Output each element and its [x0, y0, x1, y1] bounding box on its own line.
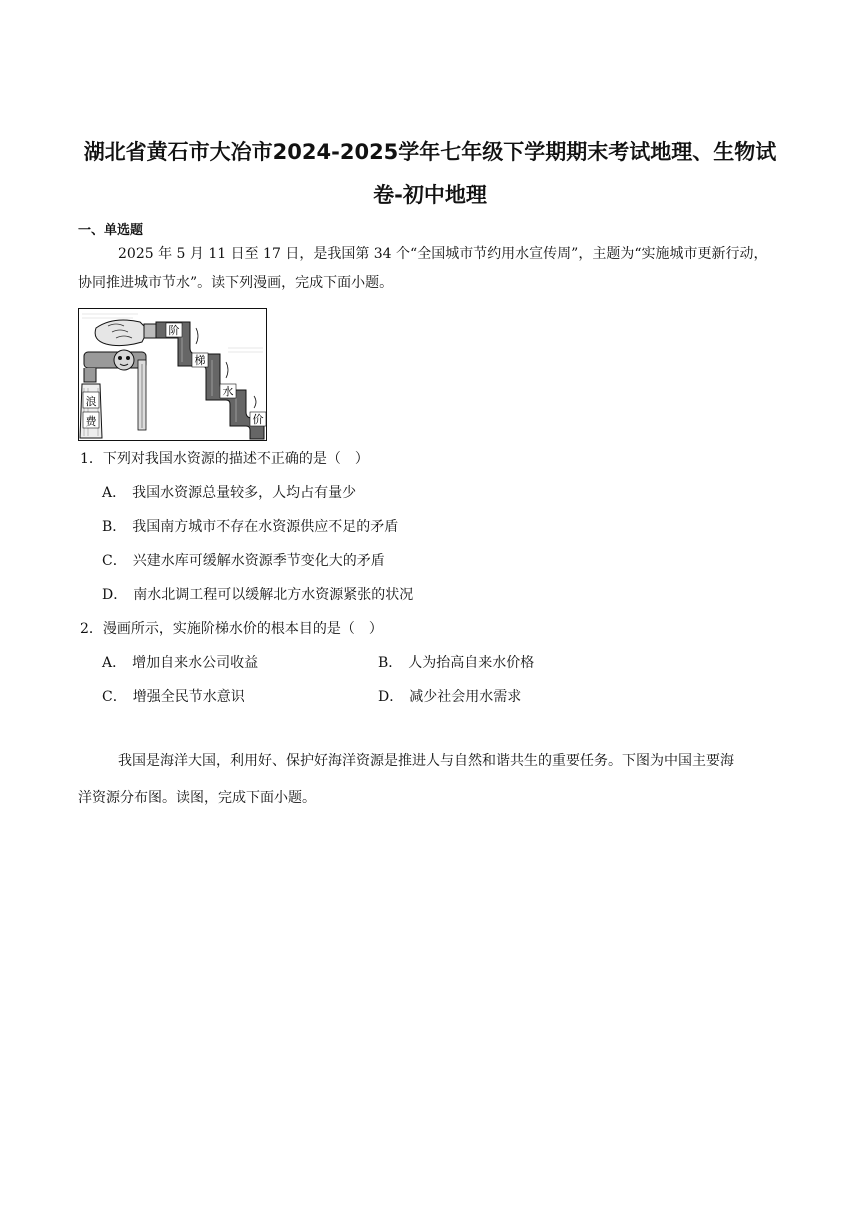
intro-1-line-1: 2025 年 5 月 11 日至 17 日，是我国第 34 个“全国城市节约用水宣传周”，主题为“实施城市更新行动， — [118, 246, 768, 262]
option-text: 我国水资源总量较多，人均占有量少 — [132, 485, 357, 501]
stair-label-4: 价 — [252, 413, 264, 426]
option-text: 人为抬高自来水价格 — [408, 655, 535, 671]
intro-paragraph-2 — [78, 751, 783, 808]
option-label: D． — [378, 689, 404, 705]
intro-2-line-1: 我国是海洋大国，利用好、保护好海洋资源是推进人与自然和谐共生的重要任务。下图为中国主要海 — [118, 753, 734, 769]
option-text: 减少社会用水需求 — [409, 689, 522, 705]
option-label: D． — [102, 587, 128, 603]
document-title-line1: 湖北省黄石市大冶市2024-2025学年七年级下学期期末考试地理、生物试 — [83, 140, 777, 164]
intro-1-line-2: 协同推进城市节水”。读下列漫画，完成下面小题。 — [78, 275, 394, 291]
option-text: 增强全民节水意识 — [132, 689, 245, 705]
option-label: B． — [102, 519, 127, 535]
bucket-label-1: 浪 — [85, 395, 97, 408]
option-label: C． — [102, 689, 127, 705]
question-1 — [80, 449, 369, 469]
waste-water-bucket-icon — [80, 384, 102, 438]
section-heading: 一、单选题 — [78, 223, 144, 238]
question-1-option-a[interactable] — [102, 483, 356, 503]
stair-label-3: 水 — [222, 385, 234, 398]
question-1-option-b[interactable] — [102, 517, 398, 537]
question-2-option-c[interactable] — [102, 687, 245, 707]
stair-label-1: 阶 — [168, 324, 180, 337]
option-label: A． — [102, 655, 127, 671]
option-text: 兴建水库可缓解水资源季节变化大的矛盾 — [132, 553, 385, 569]
question-2 — [80, 619, 383, 639]
question-2-option-a[interactable] — [102, 653, 258, 673]
question-1-text: 下列对我国水资源的描述不正确的是（ ） — [102, 451, 369, 467]
option-text: 我国南方城市不存在水资源供应不足的矛盾 — [132, 519, 399, 535]
intro-2-line-2: 洋资源分布图。读图，完成下面小题。 — [78, 790, 316, 806]
question-2-number: 2． — [80, 621, 103, 637]
bucket-label-2: 费 — [85, 415, 97, 428]
option-label: A． — [102, 485, 127, 501]
document-title-line2: 卷-初中地理 — [373, 183, 487, 207]
option-text: 南水北调工程可以缓解北方水资源紧张的状况 — [133, 587, 414, 603]
tiered-water-price-cartoon — [78, 308, 267, 441]
option-label: C． — [102, 553, 127, 569]
question-1-option-c[interactable] — [102, 551, 385, 571]
question-2-text: 漫画所示，实施阶梯水价的根本目的是（ ） — [102, 621, 383, 637]
question-1-number: 1． — [80, 451, 103, 467]
stair-label-2: 梯 — [194, 354, 206, 367]
question-2-option-d[interactable] — [378, 687, 521, 707]
option-label: B． — [378, 655, 403, 671]
intro-paragraph-1 — [78, 244, 783, 293]
question-2-option-b[interactable] — [378, 653, 534, 673]
option-text: 增加自来水公司收益 — [132, 655, 259, 671]
question-1-option-d[interactable] — [102, 585, 413, 605]
